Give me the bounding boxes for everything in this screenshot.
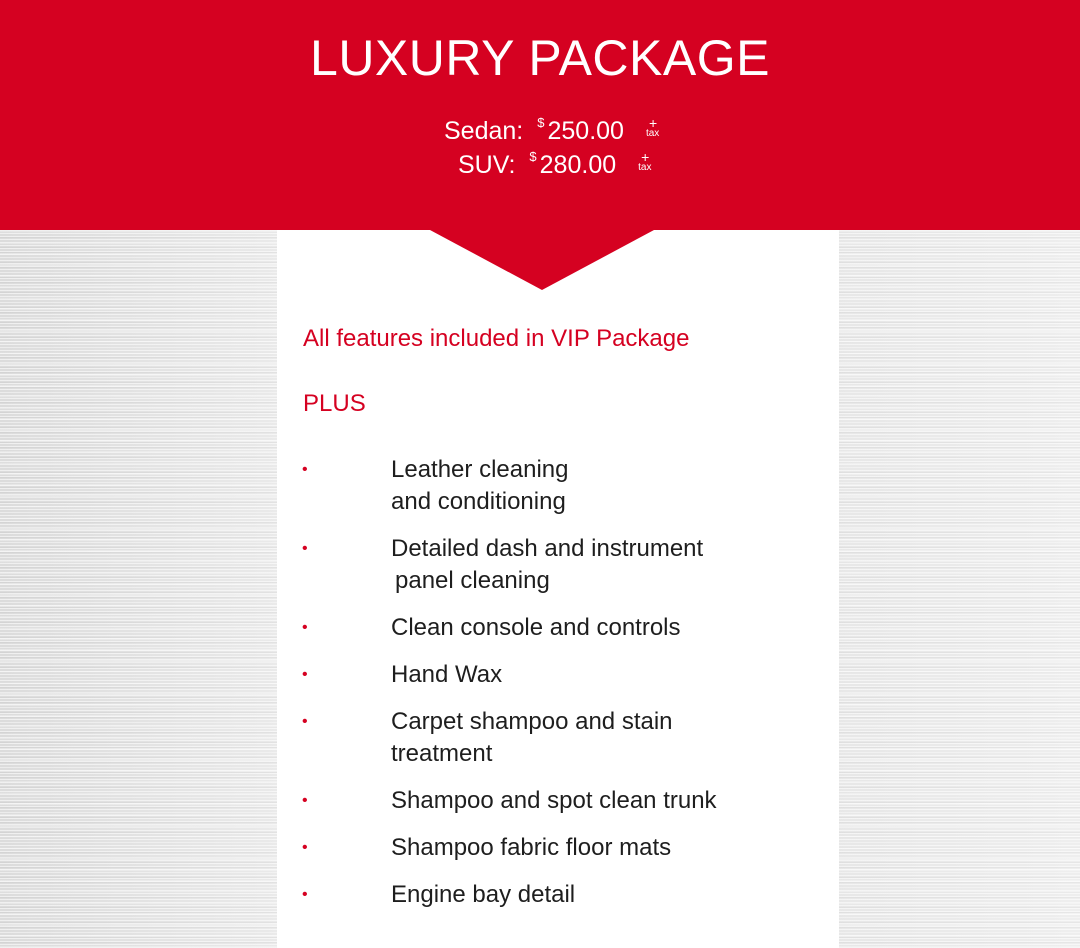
feature-item [277,612,839,644]
feature-item [277,533,839,597]
feature-text: Clean console and controls [391,614,681,641]
currency-symbol: $ [529,149,537,164]
feature-item [277,879,839,911]
feature-item [277,659,839,691]
feature-text-continued: and conditioning [391,488,566,515]
plus-sign: + [641,149,650,165]
feature-text: Shampoo and spot clean trunk [391,787,717,814]
bullet-icon: • [302,792,308,809]
intro-text: All features included in VIP Package [303,325,690,352]
bullet-icon: • [302,886,308,903]
package-header [0,0,1080,230]
feature-text: Hand Wax [391,661,503,688]
bullet-icon: • [302,839,308,856]
tax-label: tax [638,162,652,173]
bullet-icon: • [302,666,308,683]
feature-item [277,706,839,770]
features-card [277,230,839,948]
feature-text: Leather cleaning [391,456,569,483]
bullet-icon: • [302,540,308,557]
price-row-sedan [444,116,666,146]
feature-text-continued: treatment [391,740,493,767]
price-amount-suv: 280.00 [539,151,617,179]
tax-note [638,150,658,180]
feature-text: Shampoo fabric floor mats [391,834,672,861]
bullet-icon: • [302,461,308,478]
vehicle-label-sedan: Sedan: [444,117,524,145]
bullet-icon: • [302,619,308,636]
tax-label: tax [645,128,660,139]
feature-item [277,785,839,817]
tax-note [646,116,666,146]
plus-sign: + [648,115,658,131]
vehicle-label-suv: SUV: [458,151,516,179]
price-row-suv [458,150,658,180]
feature-list [277,454,839,926]
package-title: LUXURY PACKAGE [310,30,770,86]
price-amount-sedan: 250.00 [547,117,624,145]
bullet-icon: • [302,713,308,730]
plus-label: PLUS [303,390,366,417]
down-arrow-pointer [430,230,654,290]
feature-text: Carpet shampoo and stain [391,708,673,735]
feature-item [277,832,839,864]
feature-text: Detailed dash and instrument [391,535,704,562]
feature-text-continued: panel cleaning [395,567,550,594]
currency-symbol: $ [537,115,545,130]
feature-text: Engine bay detail [391,881,576,908]
feature-item [277,454,839,518]
